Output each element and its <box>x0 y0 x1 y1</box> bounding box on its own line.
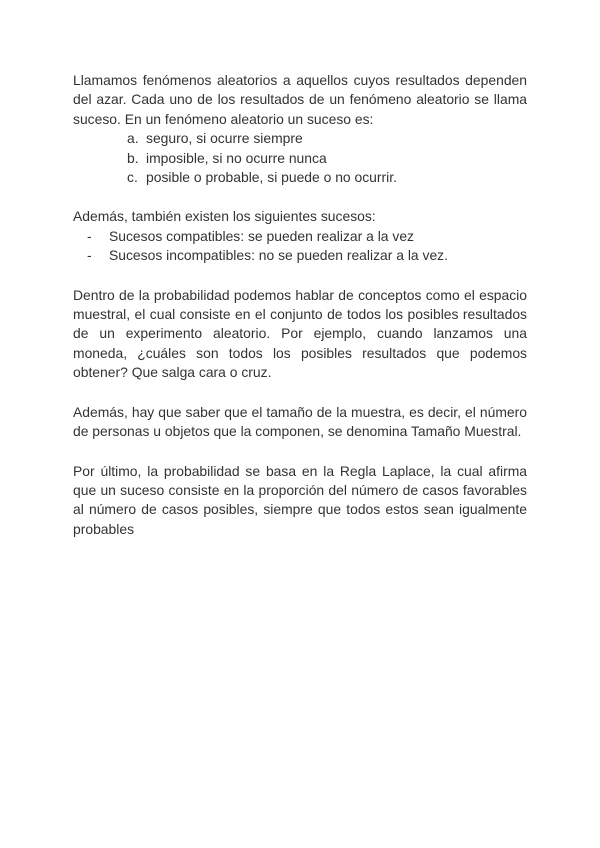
paragraph-gap <box>73 383 527 403</box>
list-item-text: seguro, si ocurre siempre <box>146 130 303 147</box>
list-item <box>127 168 527 187</box>
list-marker: - <box>87 227 92 244</box>
list-item-text: Sucesos compatibles: se pueden realizar a la vez <box>109 227 414 244</box>
paragraph-gap <box>73 442 527 462</box>
list-marker: c. <box>127 169 138 186</box>
ademas-paragraph: Además, también existen los siguientes sucesos: <box>73 208 376 225</box>
list-marker: b. <box>127 149 139 166</box>
list-item <box>127 129 527 148</box>
paragraph-gap <box>73 266 527 286</box>
list-item <box>87 227 527 246</box>
list-item-text: imposible, si no ocurre nunca <box>146 149 327 166</box>
espacio-muestral-paragraph: Dentro de la probabilidad podemos hablar de conceptos como el espacio muestral, el cual consiste en el conjunto de todos los posibles resultados de un experimento aleatorio. Por ejemplo, cuando lanzamos una moneda, ¿cuáles son todos los posibles resultados que podemos obtener? Que salga cara o cruz. <box>73 286 527 381</box>
laplace-paragraph: Por último, la probabilidad se basa en la Regla Laplace, la cual afirma que un suceso consiste en la proporción del número de casos favorables al número de casos posibles, siempre que todos estos sean igualmente probables <box>73 462 527 537</box>
tamano-muestral-paragraph: Además, hay que saber que el tamaño de la muestra, es decir, el número de personas u objetos que la componen, se denomina Tamaño Muestral. <box>73 403 527 440</box>
paragraph-gap <box>73 187 527 207</box>
list-item-text: Sucesos incompatibles: no se pueden realizar a la vez. <box>109 247 448 264</box>
list-item <box>127 149 527 168</box>
list-marker: - <box>87 247 92 264</box>
list-item-text: posible o probable, si puede o no ocurrir. <box>146 169 397 186</box>
sucesos-list <box>73 227 527 266</box>
list-item <box>87 246 527 265</box>
intro-paragraph: Llamamos fenómenos aleatorios a aquellos cuyos resultados dependen del azar. Cada uno de los resultados de un fenómeno aleatorio se llama suceso. En un fenómeno aleatorio un suceso es: <box>73 72 527 127</box>
list-marker: a. <box>127 130 139 147</box>
suceso-types-list <box>73 129 527 187</box>
